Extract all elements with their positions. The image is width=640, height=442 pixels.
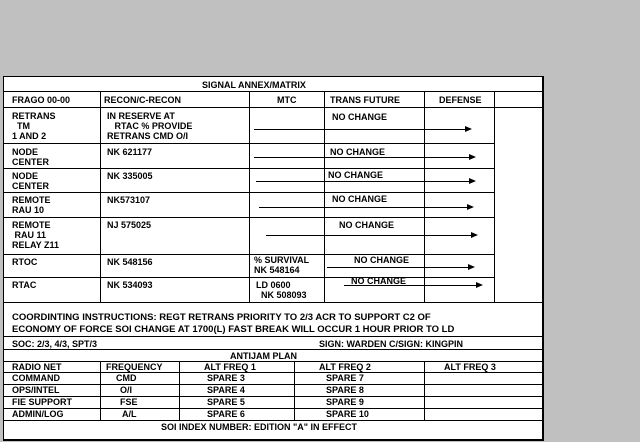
divider: [4, 91, 542, 92]
divider: [4, 143, 494, 144]
row-name: REMOTE RAU 10: [12, 195, 51, 215]
antijam-header-alt3: ALT FREQ 3: [444, 362, 496, 372]
divider: [4, 168, 494, 169]
soc-text: SOC: 2/3, 4/3, SPT/3: [12, 339, 98, 349]
coordinating-line-2: ECONOMY OF FORCE SOI CHANGE AT 1700(L) FAST BREAK WILL OCCUR 1 HOUR PRIOR TO LD: [12, 324, 455, 335]
col-line: [179, 361, 180, 420]
row-name: RETRANS TM 1 AND 2: [12, 111, 56, 141]
row-name: RTAC: [12, 280, 37, 290]
row-name: NODE CENTER: [12, 171, 50, 191]
header-trans-future: TRANS FUTURE: [330, 95, 400, 105]
arrow-line: [327, 267, 473, 268]
col-line: [424, 91, 425, 302]
row-mtc: LD 0600 NK 508093: [256, 280, 307, 300]
antijam-net: OPS/INTEL: [12, 385, 60, 395]
header-recon: RECON/C-RECON: [104, 95, 182, 105]
divider: [4, 420, 542, 421]
row-mtc: % SURVIVAL NK 548164: [254, 255, 310, 275]
soi-index-number: SOI INDEX NUMBER: EDITION "A" IN EFFECT: [161, 422, 358, 432]
antijam-header-frequency: FREQUENCY: [106, 362, 163, 372]
antijam-net: COMMAND: [12, 373, 60, 383]
antijam-alt2: SPARE 8: [326, 385, 364, 395]
arrow-line: [254, 157, 474, 158]
antijam-alt2: SPARE 7: [326, 373, 364, 383]
arrow-line: [256, 181, 474, 182]
sign-text: SIGN: WARDEN C/SIGN: KINGPIN: [319, 339, 464, 349]
col-line: [424, 361, 425, 420]
antijam-net: ADMIN/LOG: [12, 409, 64, 419]
matrix-title: SIGNAL ANNEX/MATRIX: [202, 80, 306, 90]
col-line: [324, 91, 325, 302]
row-future: NO CHANGE: [339, 220, 395, 230]
row-name: REMOTE RAU 11 RELAY Z11: [12, 220, 60, 250]
divider: [4, 408, 542, 409]
antijam-title: ANTIJAM PLAN: [230, 351, 297, 361]
divider: [4, 217, 494, 218]
divider: [4, 384, 542, 385]
antijam-alt1: SPARE 5: [207, 397, 245, 407]
header-defense: DEFENSE: [439, 95, 482, 105]
row-future: NO CHANGE: [351, 276, 407, 286]
col-line: [494, 91, 495, 302]
antijam-frequency: FSE: [120, 397, 138, 407]
divider: [4, 192, 494, 193]
header-frago: FRAGO 00-00: [12, 95, 71, 105]
row-location: IN RESERVE AT RTAC % PROVIDE RETRANS CMD O/I: [107, 111, 193, 141]
divider: [4, 336, 542, 337]
row-name: RTOC: [12, 257, 38, 267]
antijam-alt2: SPARE 10: [326, 409, 369, 419]
row-location: NK573107: [107, 195, 151, 205]
antijam-header-radio-net: RADIO NET: [12, 362, 62, 372]
col-line: [294, 361, 295, 420]
row-location: NK 621177: [107, 147, 153, 157]
divider: [4, 277, 494, 278]
antijam-net: FIE SUPPORT: [12, 397, 73, 407]
antijam-frequency: O/I: [120, 385, 133, 395]
divider: [4, 107, 542, 108]
row-future: NO CHANGE: [332, 194, 388, 204]
arrow-line: [259, 207, 472, 208]
divider: [4, 372, 542, 373]
antijam-header-alt2: ALT FREQ 2: [319, 362, 371, 372]
divider: [4, 254, 494, 255]
row-location: NK 335005: [107, 171, 153, 181]
row-future: NO CHANGE: [328, 170, 384, 180]
row-future: NO CHANGE: [330, 147, 386, 157]
antijam-alt2: SPARE 9: [326, 397, 364, 407]
coordinating-line-1: COORDINTING INSTRUCTIONS: REGT RETRANS PRIORITY TO 2/3 ACR TO SUPPORT C2 OF: [12, 312, 431, 323]
signal-annex-matrix: [3, 76, 544, 441]
antijam-alt1: SPARE 4: [207, 385, 245, 395]
divider: [4, 349, 542, 350]
divider: [4, 302, 542, 303]
col-line: [249, 91, 250, 302]
antijam-header-alt1: ALT FREQ 1: [204, 362, 256, 372]
col-line: [100, 361, 101, 420]
arrow-line: [344, 285, 481, 286]
arrow-line: [266, 235, 476, 236]
row-location: NK 534093: [107, 280, 153, 290]
antijam-frequency: A/L: [122, 409, 137, 419]
divider: [4, 396, 542, 397]
antijam-alt1: SPARE 6: [207, 409, 245, 419]
antijam-alt1: SPARE 3: [207, 373, 245, 383]
row-future: NO CHANGE: [332, 112, 388, 122]
antijam-frequency: CMD: [116, 373, 137, 383]
row-location: NJ 575025: [107, 220, 152, 230]
row-future: NO CHANGE: [354, 255, 410, 265]
row-location: NK 548156: [107, 257, 153, 267]
arrow-line: [254, 129, 470, 130]
header-mtc: MTC: [277, 95, 297, 105]
col-line: [100, 91, 101, 302]
row-name: NODE CENTER: [12, 147, 50, 167]
